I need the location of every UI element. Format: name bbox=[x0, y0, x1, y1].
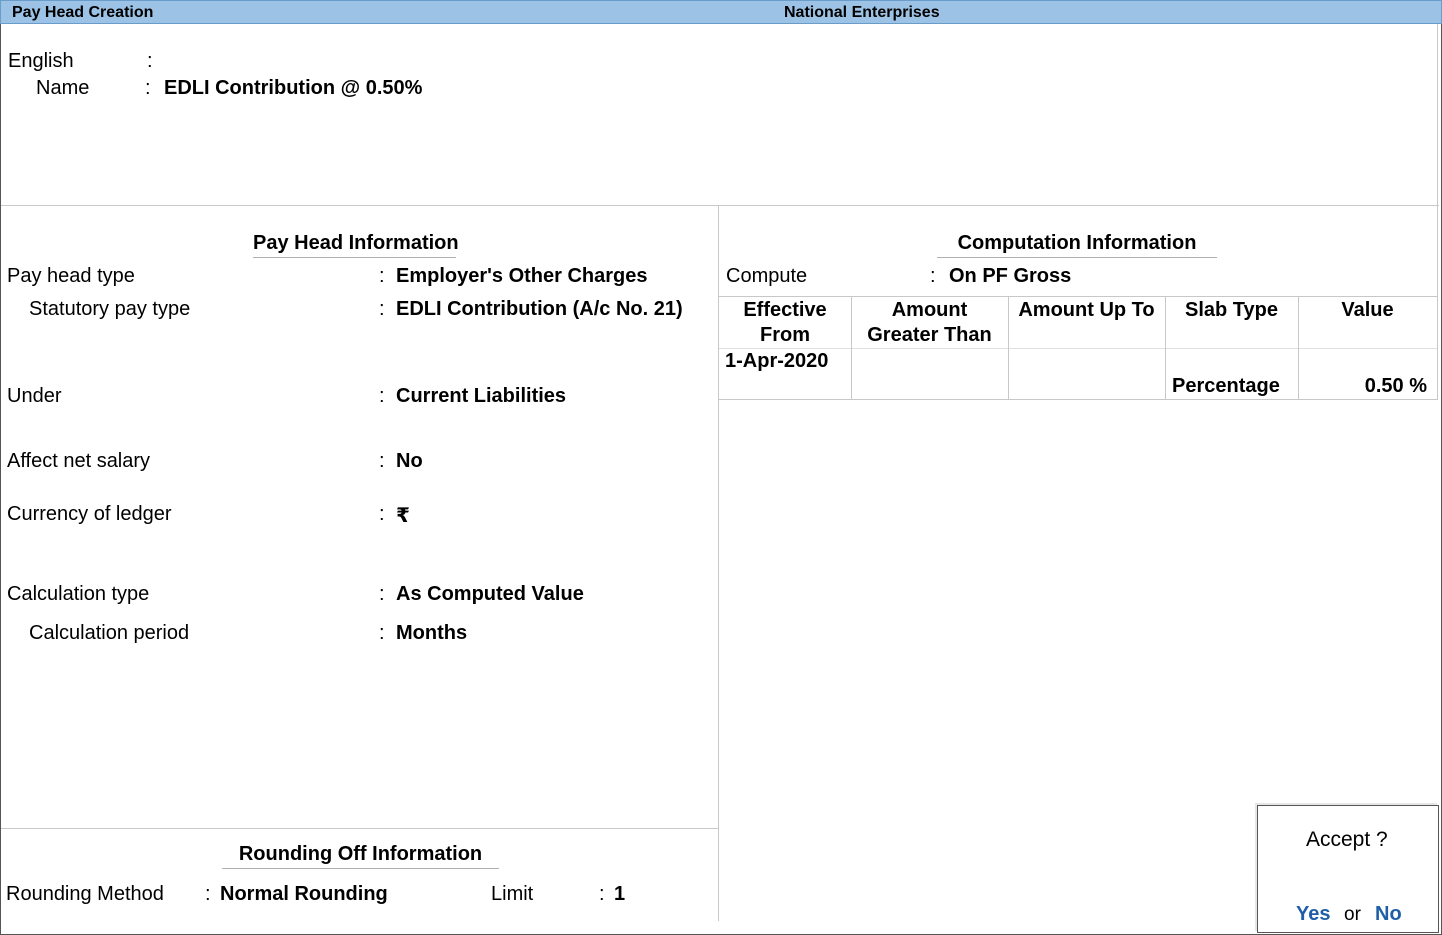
under-field[interactable]: Current Liabilities bbox=[396, 385, 567, 407]
computation-info-heading: Computation Information bbox=[937, 232, 1217, 258]
calculation-period-field[interactable]: Months bbox=[396, 622, 468, 644]
separator: : bbox=[379, 450, 385, 472]
no-button[interactable]: No bbox=[1375, 903, 1402, 925]
name-label: Name bbox=[36, 77, 90, 99]
language-label: English bbox=[8, 50, 74, 72]
divider bbox=[1, 828, 718, 829]
currency-of-ledger-field[interactable]: ₹ bbox=[396, 505, 410, 527]
separator: : bbox=[379, 265, 385, 287]
separator: : bbox=[379, 622, 385, 644]
table-border bbox=[719, 296, 1438, 297]
separator: : bbox=[147, 50, 153, 72]
pay-head-info-heading: Pay Head Information bbox=[253, 232, 456, 258]
accept-question: Accept ? bbox=[1306, 828, 1388, 851]
column-header-effective-from: Effective From bbox=[743, 299, 827, 346]
affect-net-salary-label: Affect net salary bbox=[7, 450, 151, 472]
compute-field[interactable]: On PF Gross bbox=[949, 265, 1072, 287]
column-header-amount-greater-than: Amount Greater Than bbox=[867, 299, 992, 346]
table-border bbox=[719, 348, 1438, 349]
rounding-info-heading: Rounding Off Information bbox=[222, 843, 499, 869]
table-border bbox=[1437, 24, 1438, 400]
separator: : bbox=[145, 77, 151, 99]
title-bar bbox=[0, 0, 1442, 24]
limit-field[interactable]: 1 bbox=[614, 883, 626, 905]
separator: : bbox=[379, 298, 385, 320]
or-label: or bbox=[1344, 904, 1361, 925]
accept-dialog bbox=[1257, 805, 1439, 933]
screen-title: Pay Head Creation bbox=[12, 4, 154, 21]
affect-net-salary-field[interactable]: No bbox=[396, 450, 423, 472]
statutory-pay-type-label: Statutory pay type bbox=[29, 298, 191, 320]
separator: : bbox=[379, 385, 385, 407]
separator: : bbox=[930, 265, 936, 287]
separator: : bbox=[205, 883, 211, 905]
separator: : bbox=[379, 503, 385, 525]
company-name: National Enterprises bbox=[784, 4, 940, 21]
limit-label: Limit bbox=[491, 883, 534, 905]
separator: : bbox=[379, 583, 385, 605]
value-cell[interactable]: 0.50 % bbox=[1364, 375, 1427, 397]
column-header-slab-type: Slab Type bbox=[1185, 299, 1278, 321]
name-field[interactable]: EDLI Contribution @ 0.50% bbox=[164, 77, 423, 99]
pay-head-type-field[interactable]: Employer's Other Charges bbox=[396, 265, 648, 287]
calculation-period-label: Calculation period bbox=[29, 622, 190, 644]
slab-type-cell[interactable]: Percentage bbox=[1172, 375, 1280, 397]
rounding-method-field[interactable]: Normal Rounding bbox=[220, 883, 388, 905]
divider bbox=[1, 205, 1439, 206]
rounding-method-label: Rounding Method bbox=[6, 883, 164, 905]
currency-of-ledger-label: Currency of ledger bbox=[7, 503, 172, 525]
compute-label: Compute bbox=[726, 265, 808, 287]
under-label: Under bbox=[7, 385, 62, 407]
column-header-value: Value bbox=[1341, 299, 1394, 321]
yes-button[interactable]: Yes bbox=[1296, 903, 1331, 925]
table-border bbox=[719, 399, 1438, 400]
calculation-type-label: Calculation type bbox=[7, 583, 150, 605]
effective-from-cell[interactable]: 1-Apr-2020 bbox=[725, 350, 829, 372]
separator: : bbox=[599, 883, 605, 905]
statutory-pay-type-field[interactable]: EDLI Contribution (A/c No. 21) bbox=[396, 298, 683, 320]
calculation-type-field[interactable]: As Computed Value bbox=[396, 583, 584, 605]
pay-head-type-label: Pay head type bbox=[7, 265, 135, 287]
column-header-amount-up-to: Amount Up To bbox=[1018, 299, 1155, 321]
